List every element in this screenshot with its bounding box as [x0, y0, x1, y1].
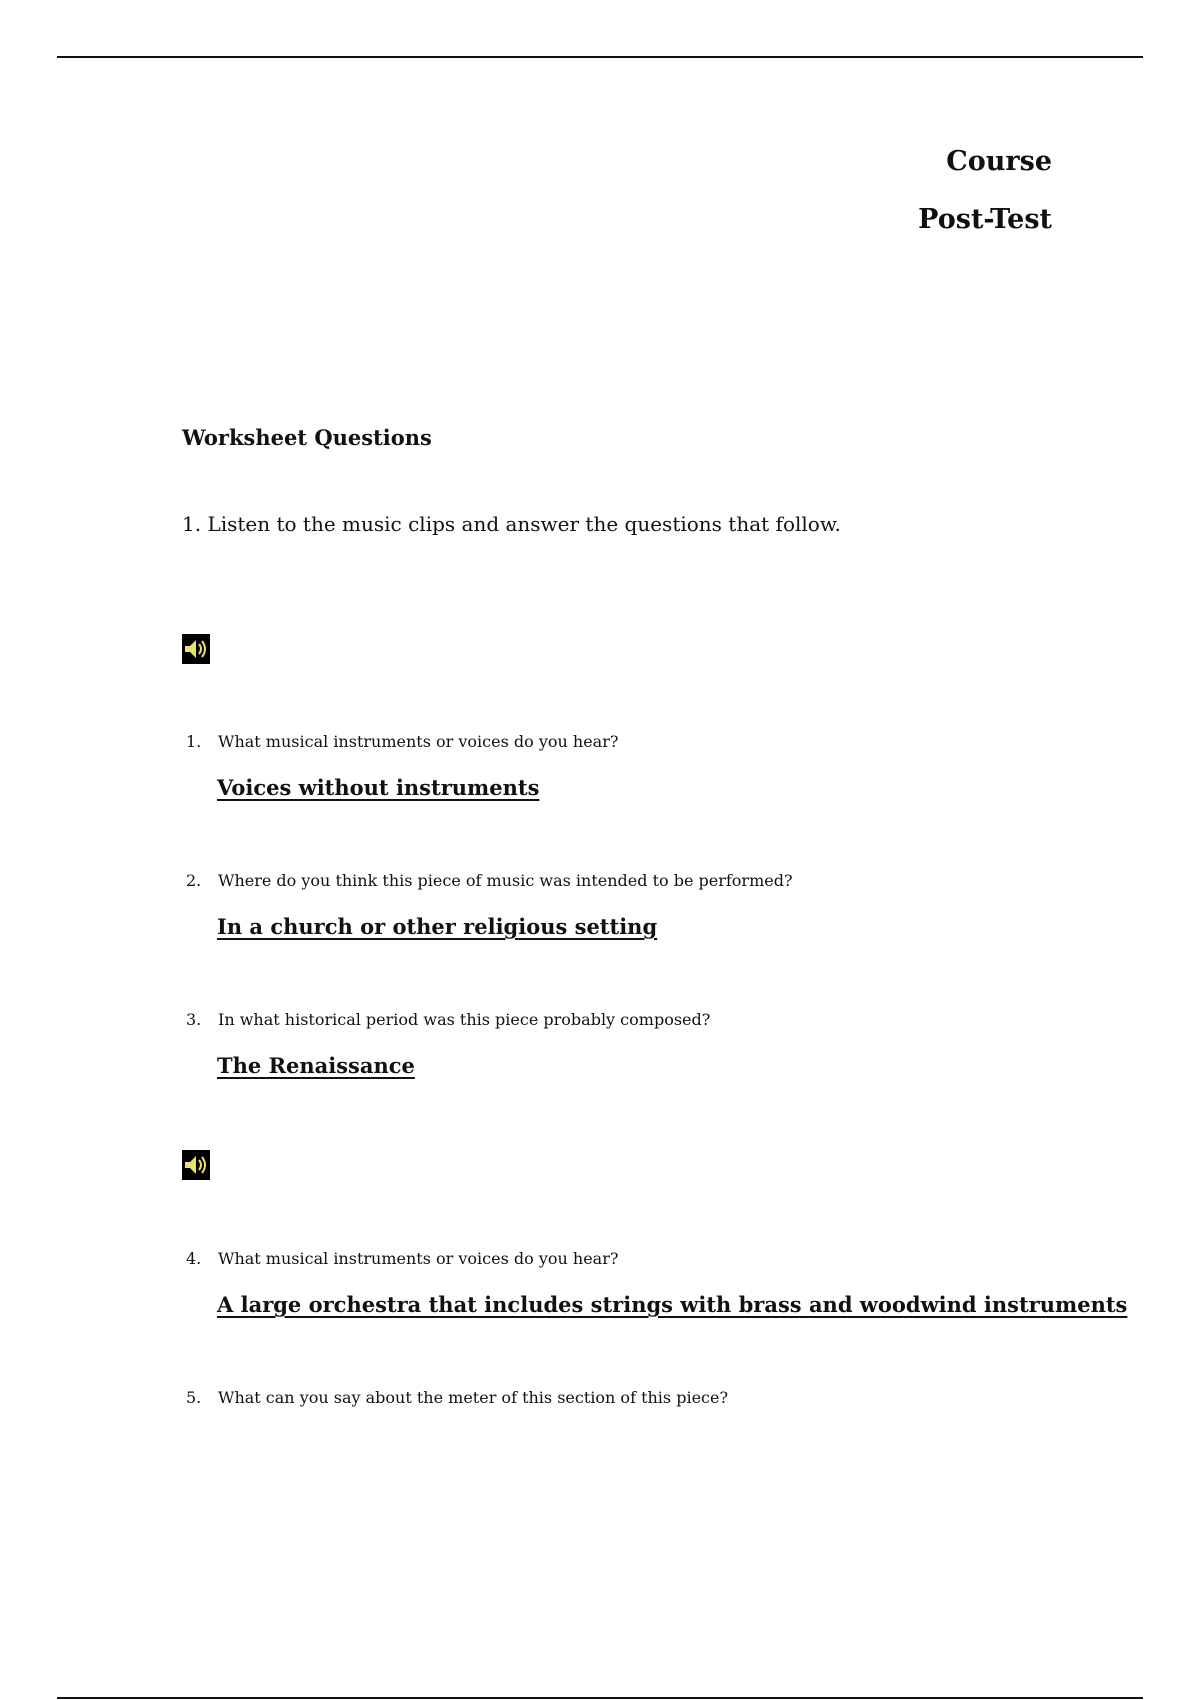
question-5-number: 5.	[186, 1388, 202, 1407]
question-4-text: What musical instruments or voices do you hear?	[218, 1249, 619, 1268]
question-3	[186, 1010, 710, 1029]
header-course-title: Course	[946, 146, 1052, 177]
question-5	[186, 1388, 728, 1407]
question-5-text: What can you say about the meter of this section of this piece?	[218, 1388, 729, 1407]
question-3-text: In what historical period was this piece probably composed?	[218, 1010, 711, 1029]
answer-1: Voices without instruments	[217, 775, 540, 800]
question-2	[186, 871, 793, 890]
question-1-number: 1.	[186, 732, 202, 751]
answer-4: A large orchestra that includes strings with brass and woodwind instruments	[217, 1292, 1128, 1317]
question-1-text: What musical instruments or voices do you hear?	[218, 732, 619, 751]
header-posttest-title: Post-Test	[918, 204, 1052, 235]
question-3-number: 3.	[186, 1010, 202, 1029]
answer-3: The Renaissance	[217, 1053, 415, 1078]
answer-2: In a church or other religious setting	[217, 914, 658, 939]
audio-clip-1-speaker-icon[interactable]	[182, 634, 210, 664]
bottom-rule	[57, 1697, 1143, 1699]
question-1	[186, 732, 618, 751]
question-4	[186, 1249, 618, 1268]
worksheet-heading: Worksheet Questions	[182, 425, 432, 450]
question-2-text: Where do you think this piece of music was intended to be performed?	[218, 871, 793, 890]
worksheet-instruction: 1. Listen to the music clips and answer the questions that follow.	[182, 512, 841, 536]
question-4-number: 4.	[186, 1249, 202, 1268]
question-2-number: 2.	[186, 871, 202, 890]
top-rule	[57, 56, 1143, 58]
audio-clip-2-speaker-icon[interactable]	[182, 1150, 210, 1180]
